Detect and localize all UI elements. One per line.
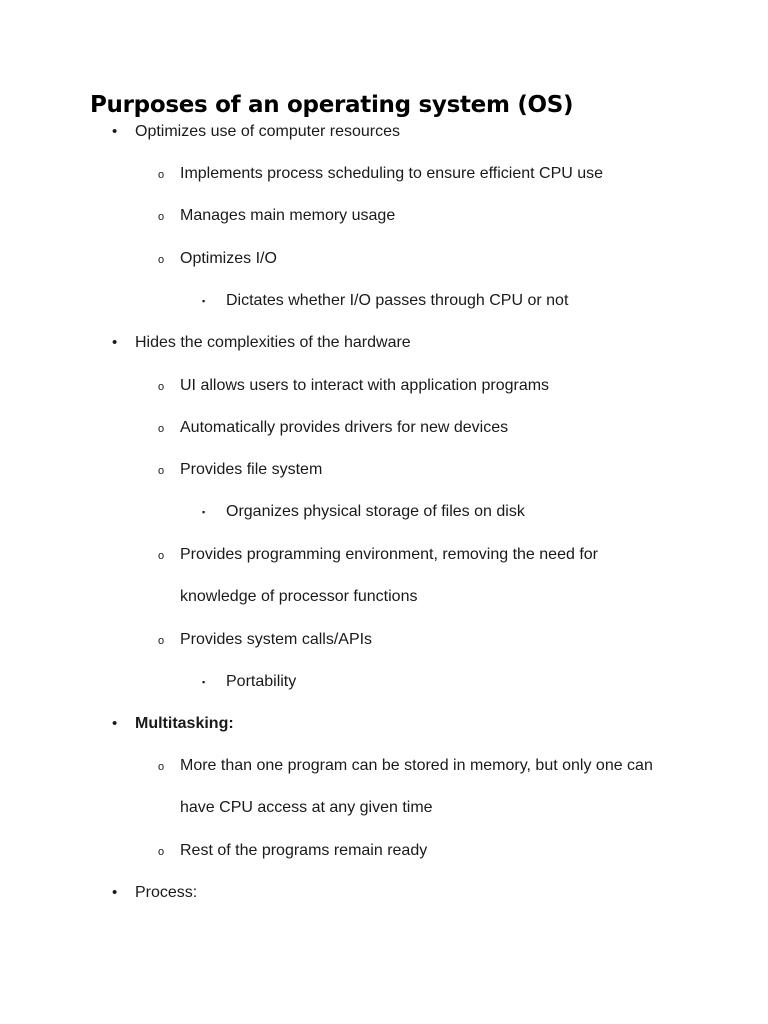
list-item-text: Hides the complexities of the hardware: [135, 334, 411, 351]
bullet-marker: o: [158, 169, 165, 181]
bullet-marker: o: [158, 254, 165, 266]
list-item: [158, 418, 509, 438]
list-item: [158, 206, 396, 226]
list-item: [158, 841, 428, 861]
list-item-text: Portability: [226, 673, 297, 690]
list-item-continuation: [180, 587, 417, 607]
bullet-marker: o: [158, 635, 165, 647]
list-item: [202, 502, 525, 522]
list-item-text: More than one program can be stored in memory, but only one can: [180, 757, 653, 774]
list-item: [202, 291, 569, 311]
list-item-continuation: [180, 798, 433, 818]
bullet-marker: ▪: [202, 296, 206, 306]
list-item-text: have CPU access at any given time: [180, 799, 433, 816]
bullet-marker: o: [158, 761, 165, 773]
list-item-text: Automatically provides drivers for new devices: [180, 419, 509, 436]
list-item-text: UI allows users to interact with application programs: [180, 377, 550, 394]
list-item-text-bold: Multitasking:: [135, 715, 234, 732]
list-item-text: Process:: [135, 884, 198, 901]
bullet-marker: •: [112, 715, 118, 732]
list-item-text: Implements process scheduling to ensure efficient CPU use: [180, 165, 604, 182]
bullet-marker: o: [158, 465, 165, 477]
list-item-text: Rest of the programs remain ready: [180, 842, 428, 859]
list-item: [158, 545, 598, 565]
list-item-text: Manages main memory usage: [180, 207, 396, 224]
list-item: [112, 122, 400, 142]
bullet-marker: o: [158, 846, 165, 858]
list-item-text: knowledge of processor functions: [180, 588, 418, 605]
bullet-marker: o: [158, 381, 165, 393]
list-item-text: Optimizes I/O: [180, 250, 277, 267]
list-item: [202, 672, 297, 692]
bullet-marker: o: [158, 550, 165, 562]
bullet-marker: o: [158, 423, 165, 435]
bullet-marker: ▪: [202, 677, 206, 687]
list-item: [158, 164, 604, 184]
list-item-text: Provides file system: [180, 461, 323, 478]
list-item: [158, 460, 323, 480]
list-item: [112, 333, 411, 353]
list-item: [158, 756, 653, 776]
list-item: [112, 883, 198, 903]
list-item: [112, 714, 234, 734]
bullet-marker: •: [112, 334, 118, 351]
list-item: [158, 376, 550, 396]
list-item-text: Organizes physical storage of files on disk: [226, 503, 525, 520]
list-item: [158, 249, 277, 269]
list-item-text: Provides system calls/APIs: [180, 631, 373, 648]
bullet-marker: •: [112, 884, 118, 901]
list-item-text: Provides programming environment, removing the need for: [180, 546, 598, 563]
list-item-text: Optimizes use of computer resources: [135, 123, 400, 140]
list-item: [158, 630, 373, 650]
bullet-marker: ▪: [202, 507, 206, 517]
bullet-marker: o: [158, 211, 165, 223]
page-title: Purposes of an operating system (OS): [90, 92, 574, 118]
bullet-marker: •: [112, 123, 118, 140]
list-item-text: Dictates whether I/O passes through CPU or not: [226, 292, 569, 309]
